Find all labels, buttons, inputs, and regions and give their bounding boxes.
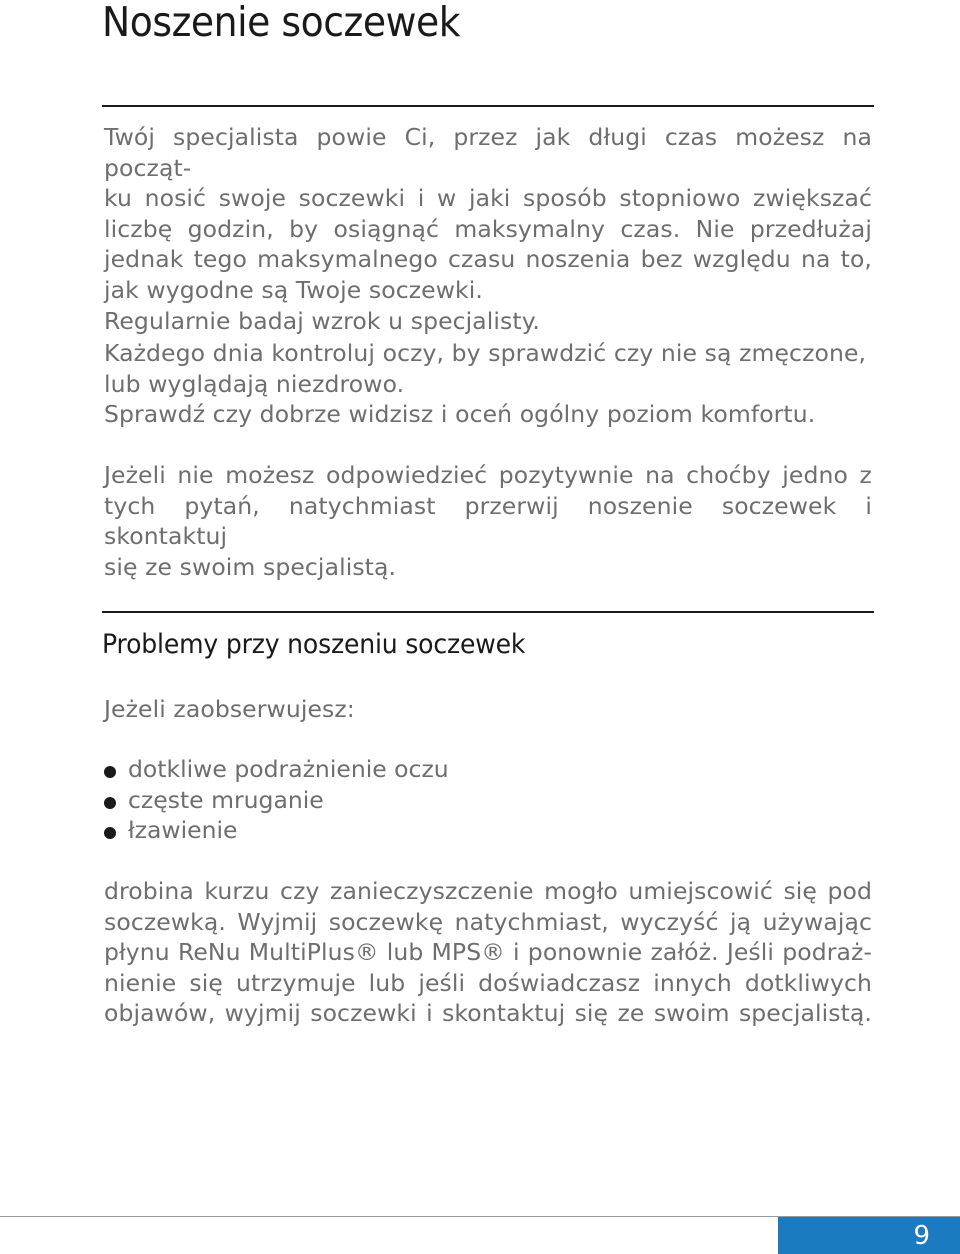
- advice-line: objawów, wyjmij soczewki i skontaktuj się ze swoim specjalistą.: [104, 999, 872, 1028]
- intro-line: ku nosić swoje soczewki i w jaki sposób stopniowo zwiększać: [104, 184, 872, 213]
- advice-paragraph: [104, 876, 872, 1029]
- list-item: [104, 754, 449, 785]
- problems-intro: [104, 694, 872, 725]
- page-title: Noszenie soczewek: [102, 0, 461, 46]
- intro-line: liczbę godzin, by osiągnąć maksymalny czas. Nie przedłużaj: [104, 214, 872, 243]
- problems-intro-text: Jeżeli zaobserwujesz:: [104, 695, 355, 723]
- daily-check-paragraph: [104, 338, 872, 430]
- advice-line: drobina kurzu czy zanieczyszczenie mogło umiejscowić się pod: [104, 877, 872, 905]
- bullet-icon: [104, 766, 116, 778]
- symptom-text: dotkliwe podrażnienie oczu: [128, 755, 449, 783]
- title-divider: [102, 105, 874, 107]
- warning-line: się ze swoim specjalistą.: [104, 552, 397, 581]
- list-item: [104, 785, 449, 816]
- symptom-text: częste mruganie: [128, 785, 324, 814]
- intro-line: Regularnie badaj wzrok u specjalisty.: [104, 306, 540, 335]
- page-number: 9: [913, 1221, 930, 1251]
- symptom-list: [104, 754, 449, 846]
- advice-line: nienie się utrzymuje lub jeśli doświadczasz innych dotkliwych: [104, 968, 872, 997]
- daily-check-line: lub wyglądają niezdrowo.: [104, 369, 405, 398]
- intro-paragraph: [104, 122, 872, 336]
- list-item: [104, 815, 449, 846]
- section-divider: [102, 611, 874, 613]
- intro-line: Twój specjalista powie Ci, przez jak długi czas możesz na począt-: [104, 123, 872, 182]
- advice-line: soczewką. Wyjmij soczewkę natychmiast, wyczyść ją używając: [104, 907, 872, 936]
- daily-check-line: Sprawdź czy dobrze widzisz i oceń ogólny poziom komfortu.: [104, 400, 816, 429]
- advice-line: płynu ReNu MultiPlus® lub MPS® i ponownie załóż. Jeśli podraż-: [104, 938, 872, 967]
- warning-line: tych pytań, natychmiast przerwij noszenie soczewek i skontaktuj: [104, 491, 872, 551]
- warning-line: Jeżeli nie możesz odpowiedzieć pozytywnie na choćby jedno z: [104, 461, 872, 489]
- bullet-icon: [104, 827, 116, 839]
- daily-check-line: Każdego dnia kontroluj oczy, by sprawdzić czy nie są zmęczone,: [104, 339, 867, 367]
- symptom-text: łzawienie: [128, 816, 238, 845]
- page-number-badge: [778, 1217, 960, 1254]
- warning-paragraph: [104, 460, 872, 582]
- problems-heading: Problemy przy noszeniu soczewek: [102, 629, 526, 660]
- intro-line: jak wygodne są Twoje soczewki.: [104, 275, 483, 304]
- bullet-icon: [104, 797, 116, 809]
- intro-line: jednak tego maksymalnego czasu noszenia bez względu na to,: [104, 245, 872, 274]
